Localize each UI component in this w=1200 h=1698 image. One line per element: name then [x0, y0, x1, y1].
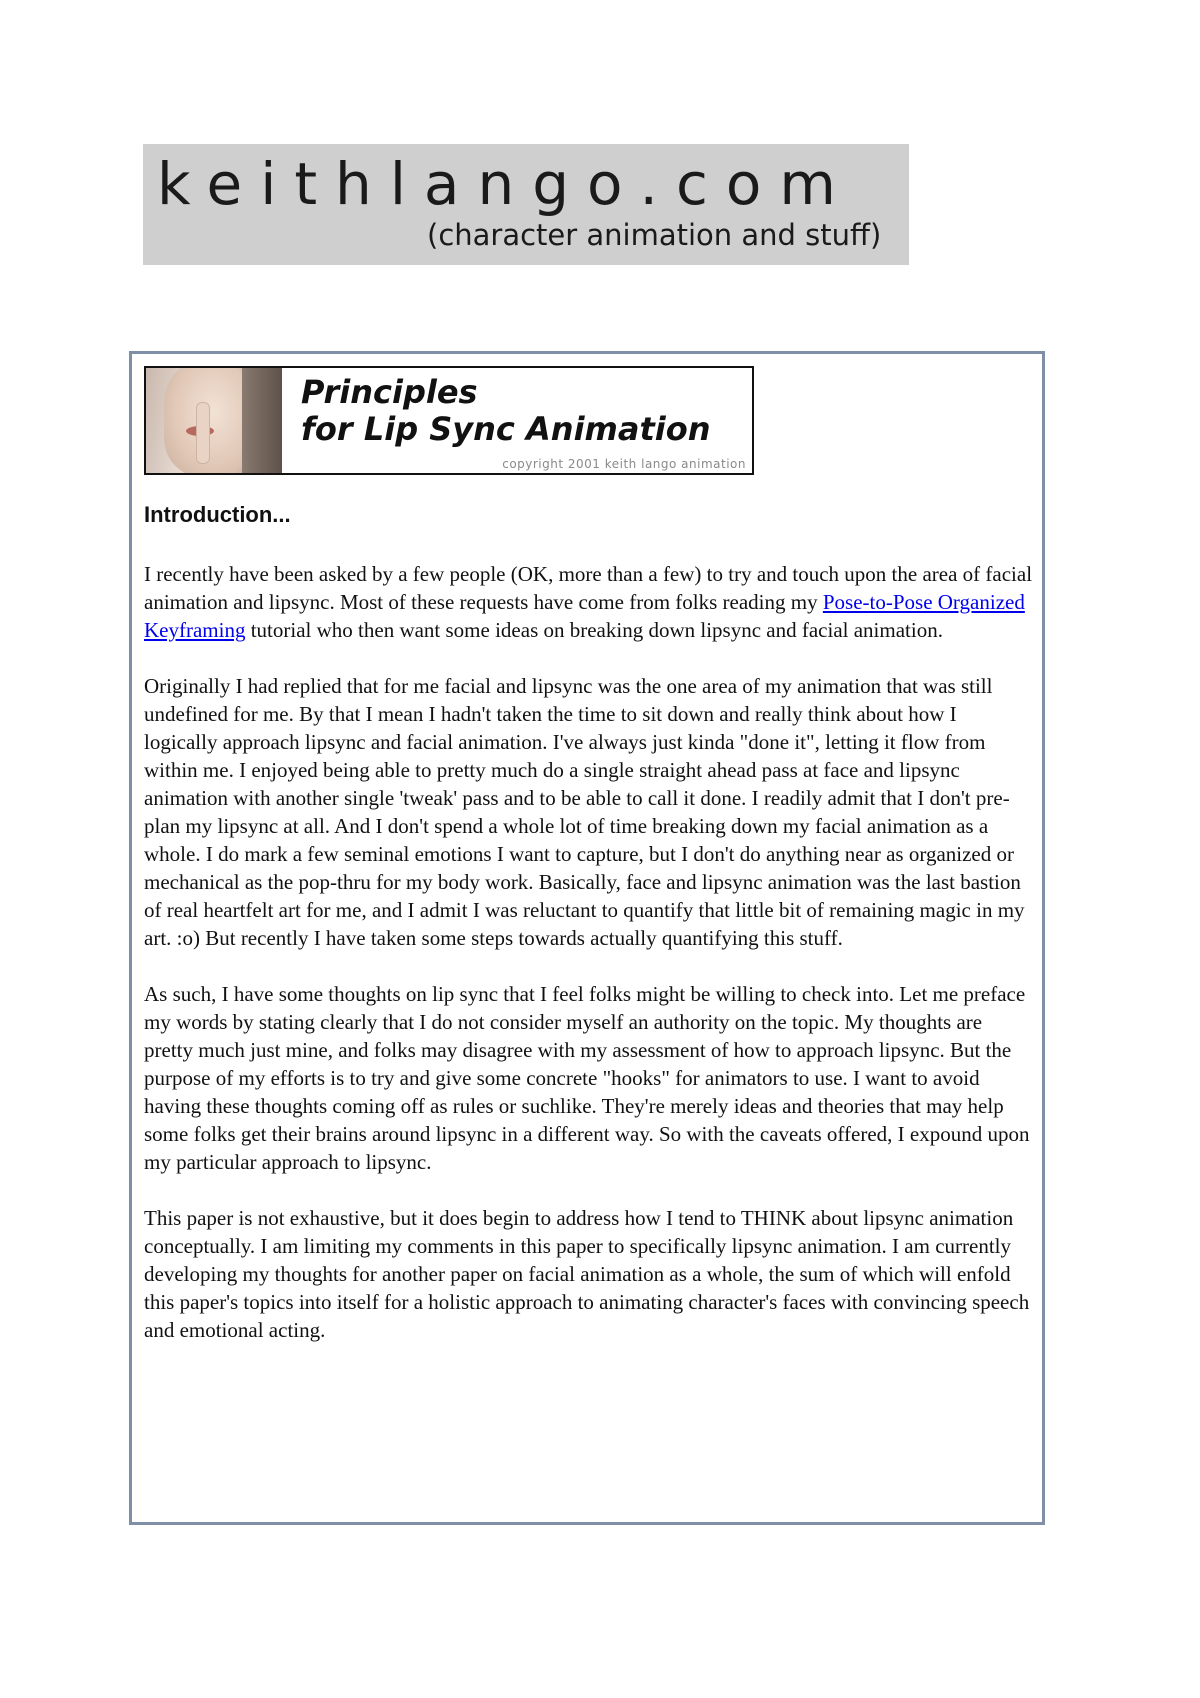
paragraph-2: Originally I had replied that for me facial and lipsync was the one area of my animation that was still undefined for me. By that I mean I hadn't taken the time to sit down and really think about how I logically approach lipsync and facial animation. I've always just kinda "done it", letting it flow from within me. I enjoyed being able to pretty much do a single straight ahead pass at face and lipsync animation with another single 'tweak' pass and to be able to call it done. I readily admit that I don't pre-plan my lipsync at all. And I don't spend a whole lot of time breaking down my facial animation as a whole. I do mark a few seminal emotions I want to capture, but I don't do anything near as organized or mechanical as the pop-thru for my body work. Basically, face and lipsync animation was the last bastion of real heartfelt art for me, and I admit I was reluctant to quantify that little bit of remaining magic in my art. :o) But recently I have taken some steps towards actually quantifying this stuff. — [144, 674, 1025, 950]
article-body — [144, 560, 1034, 1372]
paragraph-1 — [144, 560, 1034, 644]
paragraph-3: As such, I have some thoughts on lip sync that I feel folks might be willing to check into. Let me preface my words by stating clearly that I do not consider myself an authority on the topic. My thoughts are pretty much just mine, and folks may disagree with my assessment of how to approach lipsync. But the purpose of my efforts is to try and give some concrete "hooks" for animators to use. I want to avoid having these thoughts coming off as rules or suchlike. They're merely ideas and theories that may help some folks get their brains around lipsync in a different way. So with the caveats offered, I expound upon my particular approach to lipsync. — [144, 982, 1030, 1174]
title-line-2: for Lip Sync Animation — [301, 410, 711, 448]
photo-finger — [196, 402, 210, 464]
site-tagline: (character animation and stuff) — [427, 218, 882, 252]
photo-hair — [242, 368, 282, 473]
content-frame — [129, 351, 1045, 1525]
paragraph-1-text-before: I recently have been asked by a few people (OK, more than a few) to try and touch upon the area of facial animation and lipsync. Most of these requests have come from folks reading my — [144, 562, 1033, 614]
paragraph-1-text-after: tutorial who then want some ideas on breaking down lipsync and facial animation. — [245, 618, 943, 642]
title-banner-image — [144, 366, 754, 475]
paragraph-4: This paper is not exhaustive, but it does begin to address how I tend to THINK about lipsync animation conceptually. I am limiting my comments in this paper to specifically lipsync animation. I am currently developing my thoughts for another paper on facial animation as a whole, the sum of which will enfold this paper's topics into itself for a holistic approach to animating character's faces with convincing speech and emotional acting. — [144, 1206, 1030, 1342]
site-name: keithlango.com — [157, 150, 854, 218]
woman-finger-on-lips-photo — [146, 368, 282, 473]
copyright-notice: copyright 2001 keith lango animation — [502, 457, 746, 471]
document-title — [301, 374, 711, 448]
site-logo-banner — [143, 144, 909, 265]
section-heading: Introduction... — [144, 502, 291, 527]
title-line-1: Principles — [301, 373, 478, 411]
pose-to-pose-tutorial-link[interactable]: Pose-to-Pose Organized Keyframing — [144, 590, 1025, 642]
